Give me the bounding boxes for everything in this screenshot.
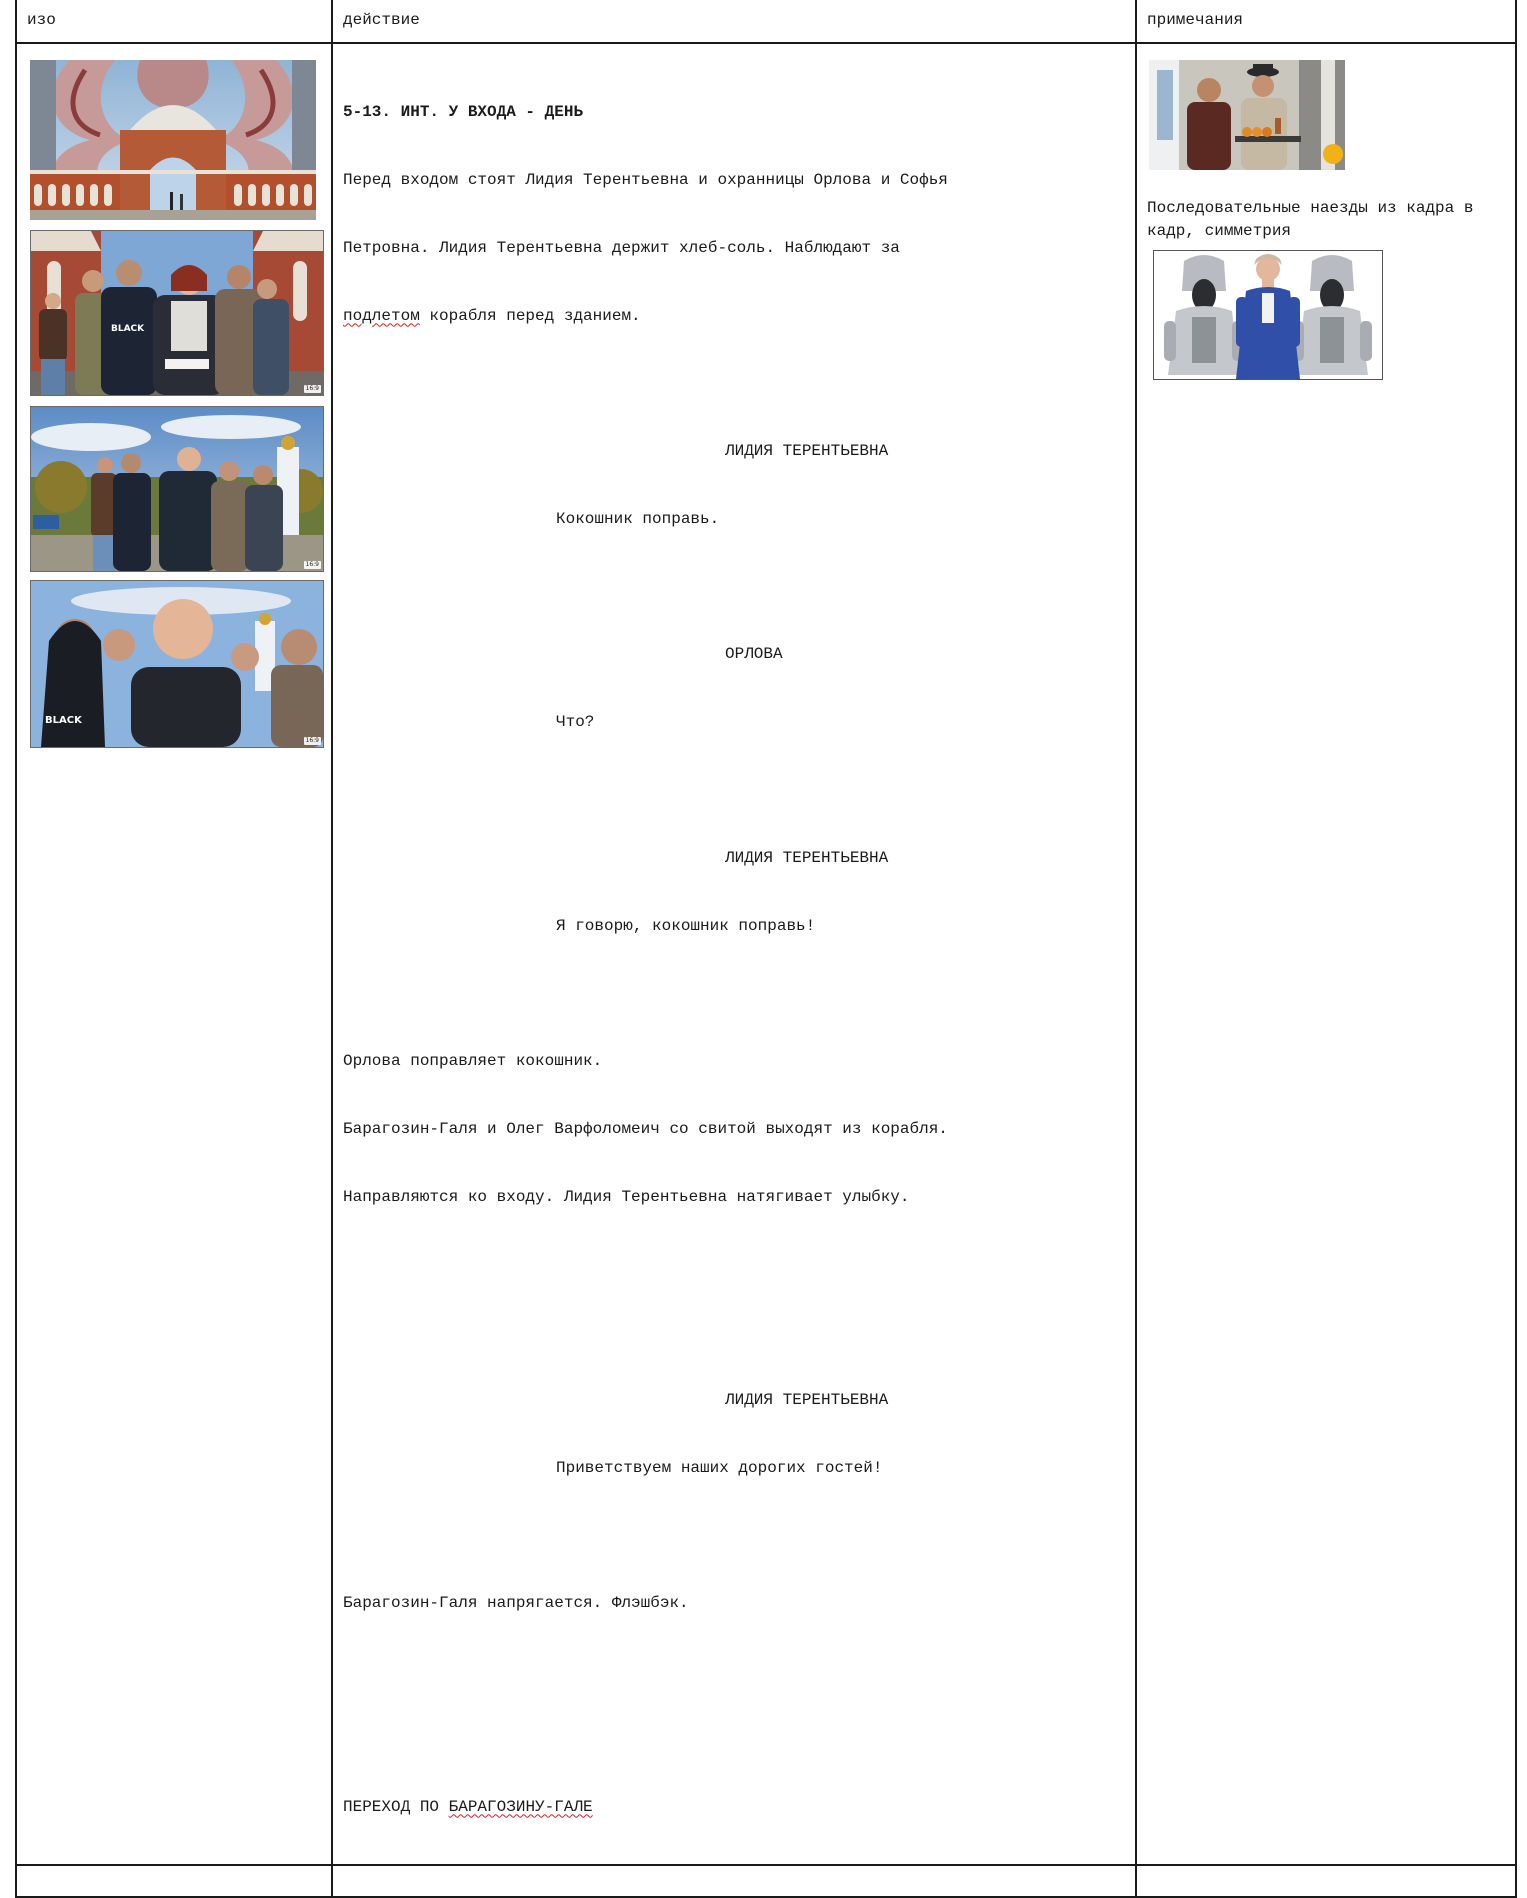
action-line: Петровна. Лидия Терентьевна держит хлеб-соль. Наблюдают за [343,238,900,257]
action-line [343,305,1135,328]
next-row [16,1865,1516,1897]
costume-reference-collage [1154,251,1382,379]
dialogue-line: Что? [556,713,595,732]
iso-cell[interactable] [16,43,332,1865]
frame-3-ratio-badge: 16:9 [305,561,319,568]
header-notes: примечания [1147,11,1244,29]
frame-image-2[interactable] [30,230,324,396]
film-still-reference [1149,60,1345,170]
scene-heading: 5-13. ИНТ. У ВХОДА - ДЕНЬ [343,103,584,122]
transition-text: ПЕРЕХОД ПО [343,1797,449,1816]
group-photo-gate [31,231,323,395]
notes-column [1137,44,1515,759]
header-row [16,0,1516,43]
frame-image-3[interactable] [30,406,324,572]
frame-2-ratio-badge: 16:9 [305,385,319,392]
dialogue-line: Кокошник поправь. [556,509,720,528]
svg-text:BLACK: BLACK [111,324,145,334]
character-name: ОРЛОВА [725,645,783,664]
character-name: ЛИДИЯ ТЕРЕНТЬЕВНА [725,1391,889,1410]
group-photo-closeup [31,581,323,747]
frames-column [17,44,331,759]
notes-text: Последовательные наезды из кадра в кадр, симметрия [1147,199,1474,240]
action-line: Барагозин-Галя напрягается. Флэшбэк. [343,1594,689,1613]
action-line: Направляются ко входу. Лидия Терентьевна натягивает улыбку. [343,1187,910,1206]
svg-text:BLACK: BLACK [45,715,82,726]
header-action: действие [343,11,420,29]
spellcheck-word[interactable]: БАРАГОЗИНУ-ГАЛЕ [448,1797,593,1816]
next-row-notes-cell[interactable] [1136,1865,1516,1897]
action-text: корабля перед зданием. [419,306,641,325]
action-line: Орлова поправляет кокошник. [343,1052,603,1071]
tsaritsyno-gate-photo [30,60,316,220]
header-cell-notes[interactable] [1136,0,1516,43]
reference-image-1[interactable] [1149,60,1345,170]
character-name: ЛИДИЯ ТЕРЕНТЬЕВНА [725,848,889,867]
header-cell-iso[interactable] [16,0,332,43]
frame-image-1[interactable] [30,60,316,218]
action-line: Барагозин-Галя и Олег Варфоломеич со свитой выходят из корабля. [343,1119,948,1138]
next-row-iso-cell[interactable] [16,1865,332,1897]
dialogue-line: Приветствуем наших дорогих гостей! [556,1458,883,1477]
action-cell[interactable] [332,43,1136,1865]
next-row-action-cell[interactable] [332,1865,1136,1897]
reference-image-2[interactable] [1153,250,1383,380]
header-iso: изо [27,11,56,29]
dialogue-line: Я говорю, кокошник поправь! [556,916,816,935]
spellcheck-word[interactable]: подлетом [343,306,420,325]
frame-image-4[interactable] [30,580,324,748]
transition-line [343,1796,1135,1819]
frame-4-ratio-badge: 16:9 [305,737,319,744]
scene-row [16,43,1516,1865]
script-text [333,44,1135,1864]
notes-cell[interactable] [1136,43,1516,1865]
header-cell-action[interactable] [332,0,1136,43]
action-line: Перед входом стоят Лидия Терентьевна и охранницы Орлова и Софья [343,170,948,189]
storyboard-table [15,0,1517,1898]
character-name: ЛИДИЯ ТЕРЕНТЬЕВНА [725,442,889,461]
group-photo-church [31,407,323,571]
